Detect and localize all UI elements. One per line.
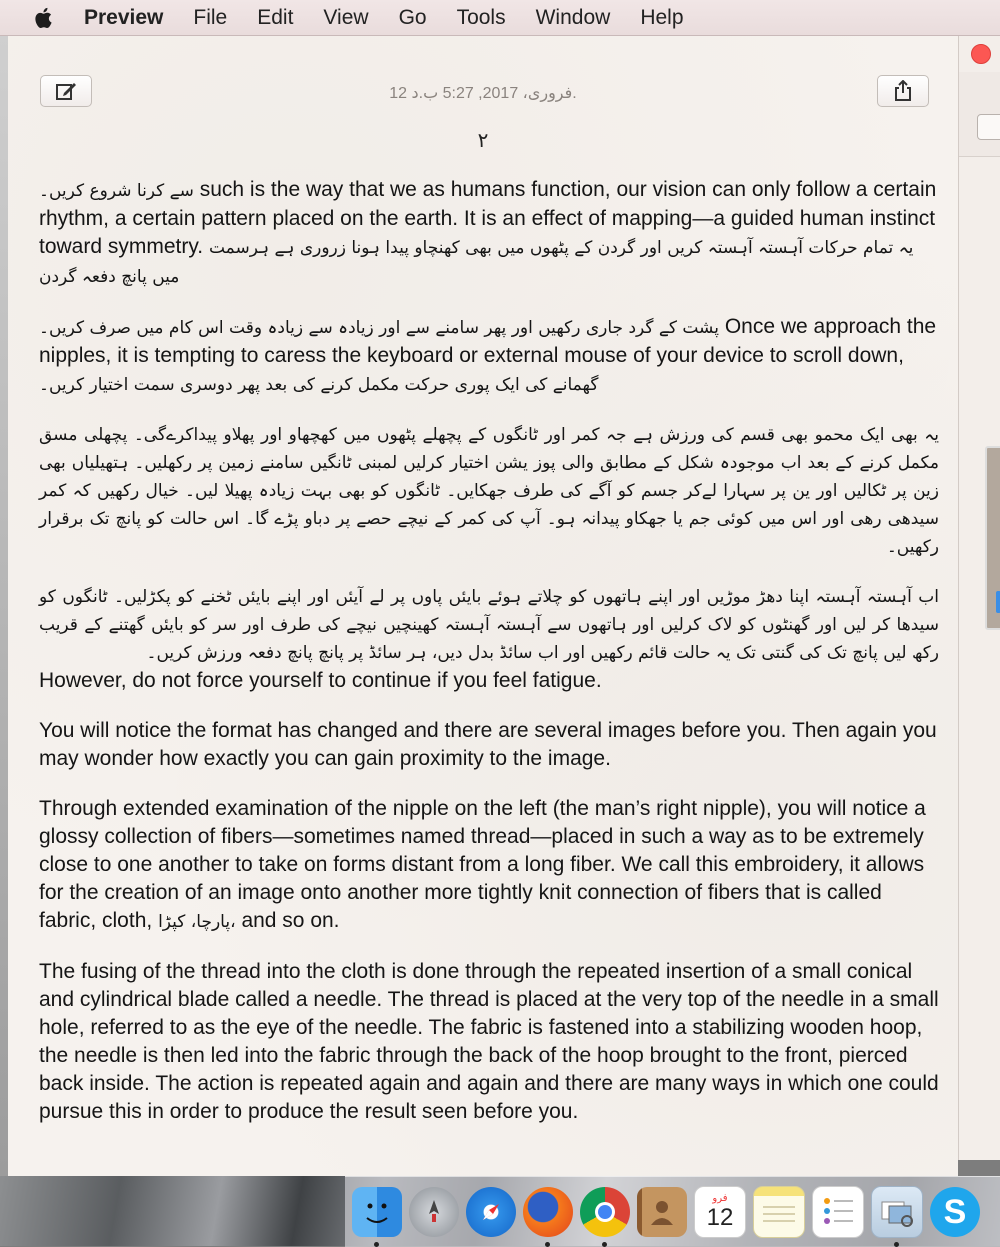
notes-icon[interactable] (753, 1186, 805, 1238)
running-indicator (894, 1242, 899, 1247)
urdu-text: اب آہستہ آہستہ اپنا دھڑ موڑیں اور اپنے ہاتھوں کو چلاتے ہوئے بایئں پاوں پر لے آیئں اور اپنے بایئں ٹخنے کو پکڑلیں۔ ٹانگوں کو سیدھا کر لیں اور گھنٹوں کو لاک کرلیں اور ہاتھوں سے آہستہ آہستہ کھینچیں نیچے کی طرف اور سر کو بایئں گھتنے کے قریب رکھ لیں پانچ تک کی گنتی تک یہ حالت قائم رکھیں اور اب سائڈ بدل دیں، ہر سائڈ پر پانچ پانچ دفعہ ورزش کریں۔ (39, 587, 939, 663)
close-window-button[interactable] (971, 44, 991, 64)
desktop-wallpaper-edge (0, 36, 8, 1176)
paragraph-5: You will notice the format has changed and there are several images before you. Then again you may wonder how exactly you can gain proximity to the image. (39, 719, 937, 770)
running-indicator (602, 1242, 607, 1247)
checklist-icon (821, 1194, 855, 1230)
paragraph-2 (39, 313, 939, 399)
launchpad-icon[interactable] (409, 1187, 459, 1237)
running-indicator (374, 1242, 379, 1247)
skype-letter-icon: S (943, 1192, 967, 1231)
chrome-center-icon (594, 1201, 616, 1223)
finder-face-icon (357, 1192, 397, 1232)
document-window (8, 36, 958, 1176)
dock (345, 1176, 1000, 1247)
lined-paper-icon (761, 1197, 797, 1227)
share-button[interactable] (877, 75, 929, 107)
menu-help[interactable]: Help (640, 5, 684, 29)
preview-app-icon[interactable] (871, 1186, 923, 1238)
calendar-month: فرو (712, 1192, 728, 1204)
urdu-phrase: سے کرنا شروع کریں۔ (39, 181, 194, 201)
english-text: Through extended examination of the nipple on the left (the man’s right nipple), you will notice a glossy collection of fibers—sometimes named thread—placed in such a way as to be extremely close to one another to take on forms distant from a long fiber. We call this embroidery, it allows for the creation of an image onto another more tightly knit connection of fibers that is called fabric, cloth, (39, 797, 926, 932)
secondary-window (958, 36, 1000, 1160)
paragraph-4 (39, 583, 939, 695)
menu-bar (0, 0, 1000, 36)
menu-file[interactable]: File (193, 5, 228, 29)
document-body (39, 176, 939, 1148)
running-indicator (545, 1242, 550, 1247)
rocket-icon (419, 1197, 449, 1227)
chrome-icon[interactable] (580, 1187, 630, 1237)
english-text: Once we approach the nipples, it is tempting to caress the keyboard or external mouse of your device to scroll down, (39, 315, 937, 367)
sidebar-toggle-button[interactable] (977, 114, 1000, 140)
compass-icon (471, 1192, 511, 1232)
urdu-phrase: یہ تمام حرکات آہستہ آہستہ کریں اور گردن کے پٹھوں میں بھی کھنچاو پیدا ہونا زروری ہے ہرسمت میں پانچ دفعہ گردن (39, 238, 914, 287)
urdu-phrase: پارچا، کپڑا، (158, 912, 236, 932)
reminders-icon[interactable] (812, 1186, 864, 1238)
english-text: However, do not force yourself to continue if you feel fatigue. (39, 669, 602, 692)
menu-window[interactable]: Window (535, 5, 611, 29)
share-icon (893, 80, 913, 102)
document-timestamp: 12 فروری، 2017, 5:27 ب.د. (389, 85, 577, 102)
calendar-icon[interactable] (694, 1186, 746, 1238)
menu-tools[interactable]: Tools (456, 5, 506, 29)
page-number: ٢ (477, 128, 489, 152)
calendar-day: 12 (706, 1203, 734, 1231)
person-icon (649, 1197, 675, 1227)
paragraph-1 (39, 176, 939, 291)
photos-stack-icon (879, 1197, 915, 1227)
english-text: such is the way that we as humans function, our vision can only follow a certain rhythm, a certain pattern placed on the earth. It is an effect of mapping—a guided human instinct toward symmetry. (39, 178, 937, 258)
paragraph-3-urdu: یہ بھی ایک محمو بھی قسم کی ورزش ہے جہ کمر اور ٹانگوں کے پچھلے پٹھوں میں کھچھاو اور پھلاو پیداکرےگی۔ پچھلی مسق مکمل کرنے کے بعد اب موجودہ شکل کے مطابق والی پوز یشن اختیار کرلیں لمبنی ٹانگیں سامنے زمین پر رکھلیں۔ ہتھیلیاں بھی زین پر ٹکالیں اور ین پر سہارا لےکر جسم کو آگے کی طرف جھکایں۔ ٹانگوں کو بھی بہت زیادہ پھیلا لیں۔ خیال رکھیں کہ کمر سیدھی رھی اور اس میں کوئی جم یا جھکاو پیدانہ ہو۔ آپ کی کمر کے نیچے حصے پر دباو پڑے گا۔ اس حالت کو پانچ تک برقرار رکھیں۔ (39, 425, 939, 557)
safari-icon[interactable] (466, 1187, 516, 1237)
menu-view[interactable]: View (323, 5, 369, 29)
menu-edit[interactable]: Edit (257, 5, 294, 29)
urdu-phrase: گھمانے کی ایک پوری حرکت مکمل کرنے کی بعد پھر دوسری سمت اختیار کریں۔ (39, 375, 599, 395)
english-text: and so on. (241, 909, 340, 932)
skype-icon[interactable] (930, 1187, 980, 1237)
menu-go[interactable]: Go (398, 5, 427, 29)
apple-icon[interactable] (31, 5, 57, 31)
firefox-icon[interactable] (523, 1187, 573, 1237)
menu-app-preview[interactable]: Preview (84, 5, 164, 29)
selection-indicator (996, 591, 1000, 613)
contacts-icon[interactable] (637, 1187, 687, 1237)
paragraph-6 (39, 795, 939, 936)
urdu-phrase: پشت کے گرد جاری رکھیں اور پھر سامنے سے اور زیادہ سے زیادہ وقت اس کام میں صرف کریں۔ (39, 318, 719, 338)
finder-icon[interactable] (352, 1187, 402, 1237)
paragraph-7: The fusing of the thread into the cloth is done through the repeated insertion of a small conical and cylindrical blade called a needle. The thread is placed at the very top of the needle in a small hole, referred to as the eye of the needle. The fabric is fastened into a stabilizing wooden hoop, the needle is then led into the fabric through the back of the hoop brought to the front, pierced back inside. The action is repeated again and again and there are many ways in which one could pursue this in order to produce the result seen before you. (39, 960, 939, 1123)
